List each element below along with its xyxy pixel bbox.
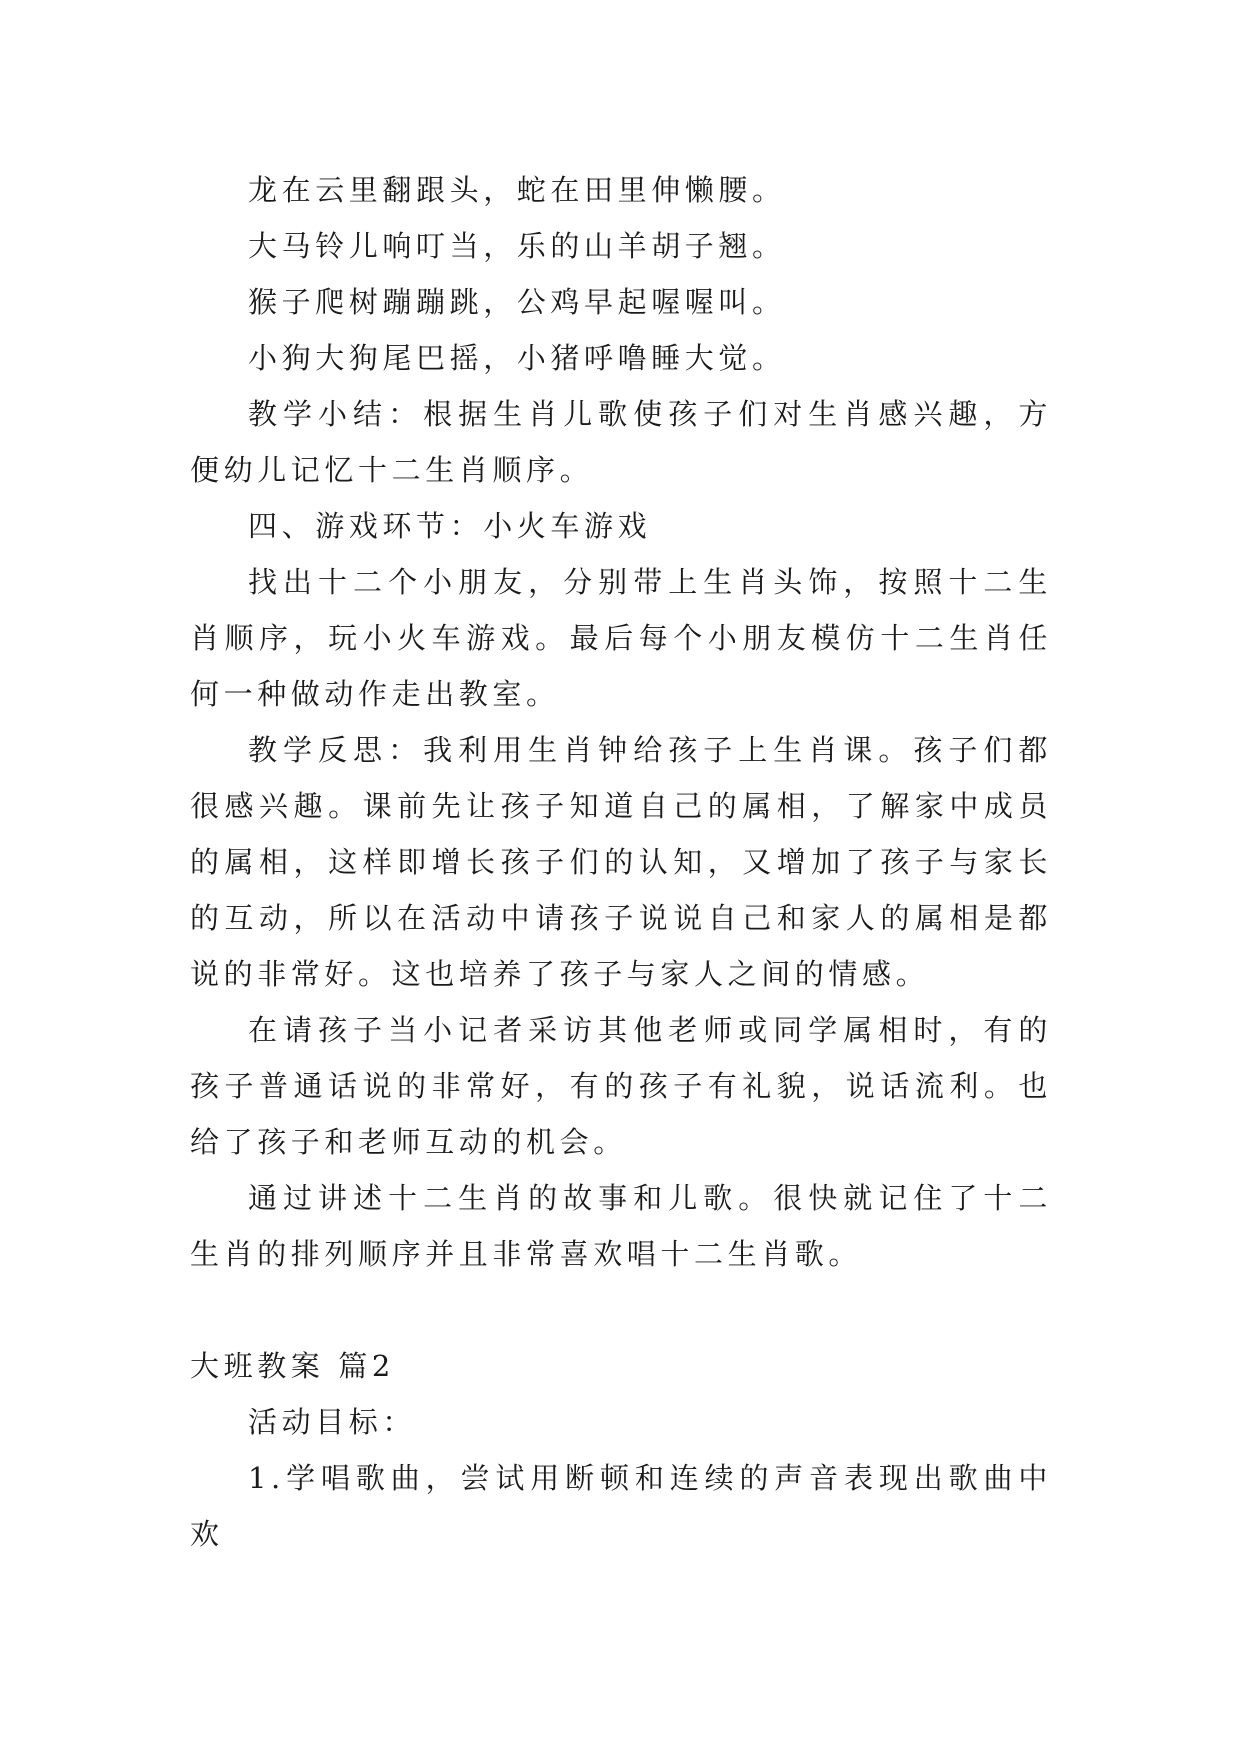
paragraph: 龙在云里翻跟头，蛇在田里伸懒腰。 [248, 173, 786, 207]
paragraph: 找出十二个小朋友，分别带上生肖头饰，按照十二生肖顺序，玩小火车游戏。最后每个小朋友模仿十二生肖任何一种做动作走出教室。 [190, 565, 1052, 711]
paragraph: 小狗大狗尾巴摇，小猪呼噜睡大觉。 [248, 341, 786, 375]
paragraph: 1.学唱歌曲，尝试用断顿和连续的声音表现出歌曲中欢 [190, 1461, 1052, 1551]
document-body [190, 162, 1052, 1562]
paragraph: 教学反思：我利用生肖钟给孩子上生肖课。孩子们都很感兴趣。课前先让孩子知道自己的属相，了解家中成员的属相，这样即增长孩子们的认知，又增加了孩子与家长的互动，所以在活动中请孩子说说自己和家人的属相是都说的非常好。这也培养了孩子与家人之间的情感。 [190, 733, 1052, 991]
paragraph: 大马铃儿响叮当，乐的山羊胡子翘。 [248, 229, 786, 263]
paragraph: 在请孩子当小记者采访其他老师或同学属相时，有的孩子普通话说的非常好，有的孩子有礼貌，说话流利。也给了孩子和老师互动的机会。 [190, 1013, 1052, 1159]
paragraph: 通过讲述十二生肖的故事和儿歌。很快就记住了十二生肖的排列顺序并且非常喜欢唱十二生肖歌。 [190, 1181, 1052, 1271]
paragraph: 教学小结：根据生肖儿歌使孩子们对生肖感兴趣，方便幼儿记忆十二生肖顺序。 [190, 397, 1052, 487]
paragraph: 活动目标： [248, 1405, 417, 1439]
paragraph: 四、游戏环节：小火车游戏 [248, 509, 652, 543]
paragraph: 猴子爬树蹦蹦跳，公鸡早起喔喔叫。 [248, 285, 786, 319]
section-heading: 大班教案 篇2 [190, 1349, 395, 1383]
